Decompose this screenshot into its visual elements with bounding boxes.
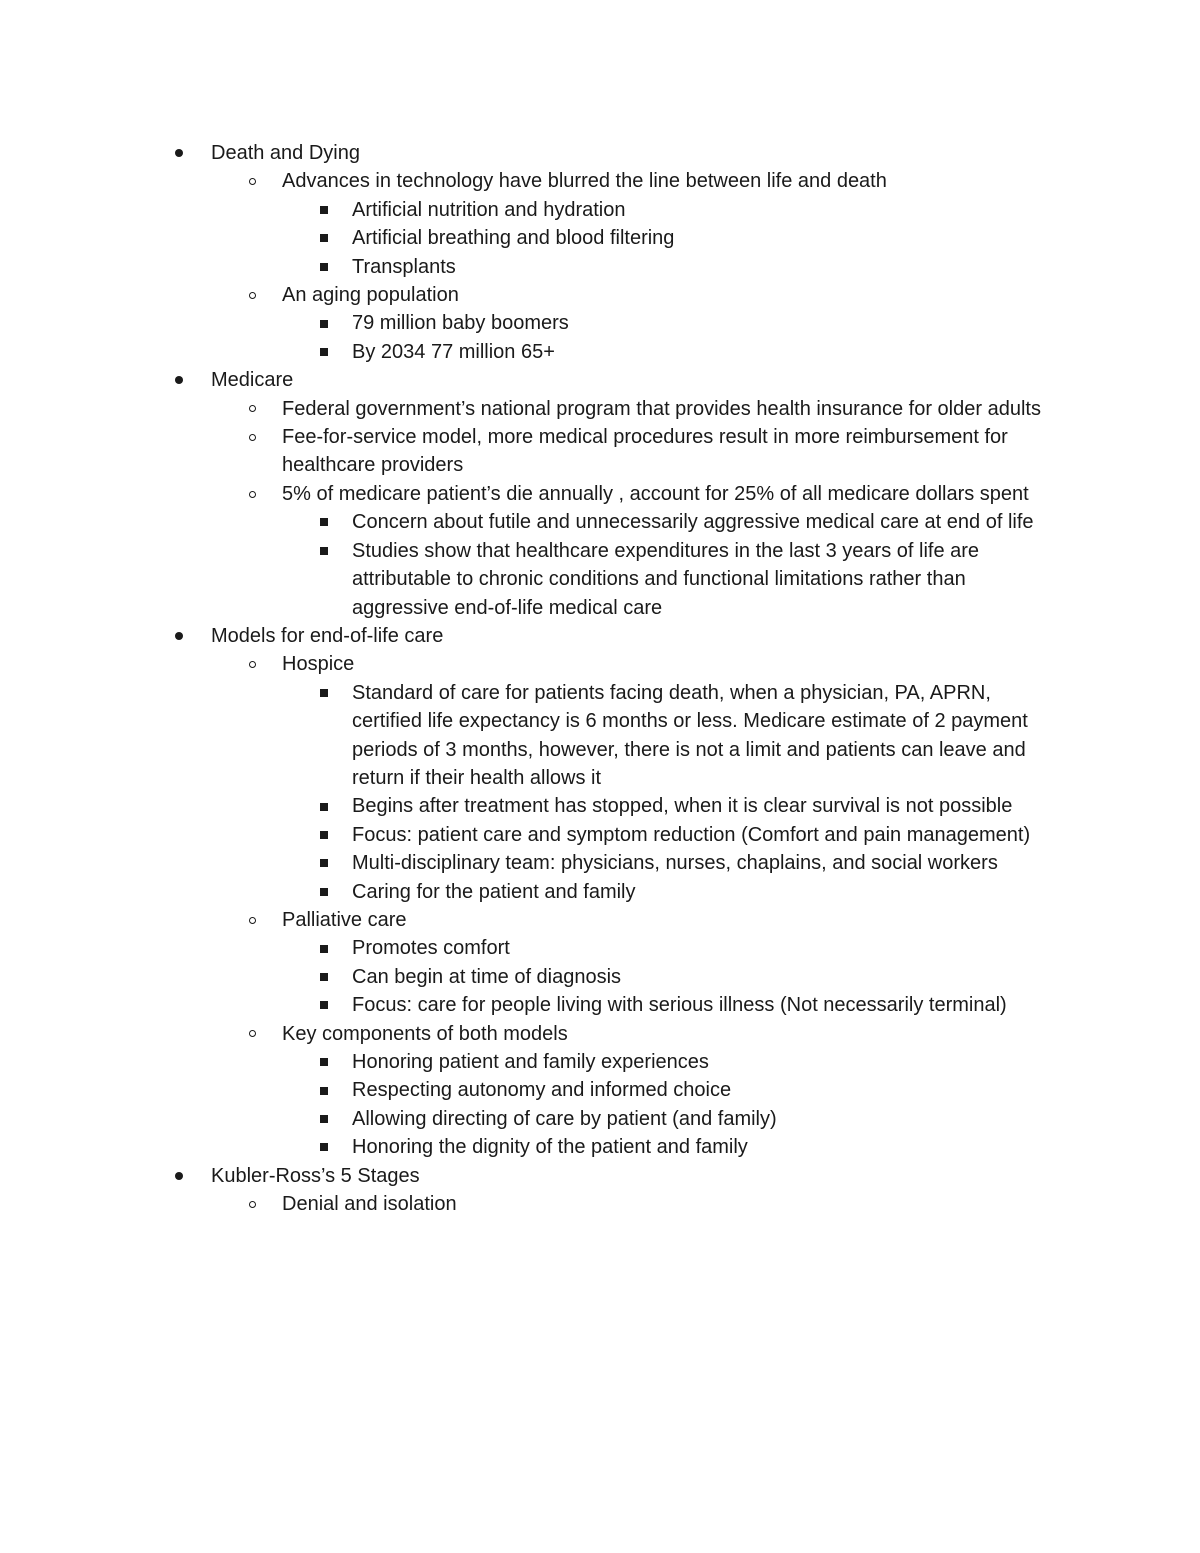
bullet-circle-icon [242, 281, 262, 309]
bullet-circle-icon [242, 1020, 262, 1048]
list-item-level-3 [352, 309, 1062, 337]
bullet-circle-icon [242, 906, 262, 934]
list-item-text: Studies show that healthcare expenditures in the last 3 years of life are attributable to chronic conditions and functional limitations rather than aggressive end-of-life medical care [352, 539, 980, 619]
list-item-text: Honoring the dignity of the patient and family [352, 1136, 748, 1159]
bullet-square-icon [314, 253, 334, 281]
list-item-level-1 [211, 1162, 1071, 1190]
list-item-text: Respecting autonomy and informed choice [352, 1079, 732, 1102]
list-item-text: Key components of both models [282, 1022, 568, 1045]
list-item-level-2 [282, 1190, 1062, 1218]
bullet-square-icon [314, 1048, 334, 1076]
list-item-level-1 [211, 622, 1071, 650]
list-item-level-3 [352, 224, 1062, 252]
list-item-text: Focus: care for people living with serious illness (Not necessarily terminal) [352, 994, 1007, 1017]
list-item-text: Can begin at time of diagnosis [352, 965, 622, 988]
bullet-square-icon [314, 309, 334, 337]
list-item-level-2 [282, 423, 1062, 480]
bullet-dot-icon [169, 622, 189, 650]
bullet-square-icon [314, 1133, 334, 1161]
list-item-text: 5% of medicare patient’s die annually , account for 25% of all medicare dollars spent [282, 482, 1029, 505]
list-item-text: Federal government’s national program that provides health insurance for older adults [282, 397, 1041, 420]
list-item-level-3 [352, 849, 1062, 877]
list-item-text: Allowing directing of care by patient (and family) [352, 1107, 777, 1130]
list-item-level-2 [282, 480, 1062, 508]
list-item-level-2 [282, 650, 1062, 678]
list-item-level-3 [352, 338, 1062, 366]
list-item-level-1 [211, 366, 1071, 394]
list-item-level-3 [352, 1105, 1062, 1133]
list-item-text: Concern about futile and unnecessarily aggressive medical care at end of life [352, 511, 1034, 534]
list-item-level-2 [282, 167, 1062, 195]
list-item-text: Standard of care for patients facing death, when a physician, PA, APRN, certified life expectancy is 6 months or less. Medicare estimate of 2 payment periods of 3 months, however, there is not a limit and patients can leave and return if their health allows it [352, 681, 1028, 789]
list-item-text: Honoring patient and family experiences [352, 1051, 709, 1073]
list-item-level-3 [352, 1133, 1062, 1161]
list-item-level-3 [352, 537, 1062, 622]
list-item-text: Begins after treatment has stopped, when it is clear survival is not possible [352, 795, 1013, 818]
bullet-square-icon [314, 1076, 334, 1104]
list-item-text: Fee-for-service model, more medical procedures result in more reimbursement for healthcare providers [282, 426, 1008, 477]
list-item-text: Palliative care [282, 908, 407, 931]
bullet-square-icon [314, 1105, 334, 1133]
list-item-text: An aging population [282, 284, 459, 307]
list-item-level-3 [352, 196, 1062, 224]
list-item-text: 79 million baby boomers [352, 312, 569, 335]
list-item-text: Kubler-Ross’s 5 Stages [211, 1164, 420, 1187]
list-item-level-3 [352, 1076, 1062, 1104]
bullet-circle-icon [242, 423, 262, 451]
bullet-dot-icon [169, 366, 189, 394]
bullet-square-icon [314, 196, 334, 224]
list-item-level-3 [352, 878, 1062, 906]
list-item-text: By 2034 77 million 65+ [352, 340, 555, 363]
bullet-dot-icon [169, 1162, 189, 1190]
bullet-circle-icon [242, 167, 262, 195]
list-item-level-2 [282, 395, 1062, 423]
bullet-circle-icon [242, 480, 262, 508]
list-item-level-3 [352, 253, 1062, 281]
bullet-square-icon [314, 537, 334, 565]
list-item-text: Artificial breathing and blood filtering [352, 227, 675, 250]
list-item-text: Multi-disciplinary team: physicians, nurses, chaplains, and social workers [352, 852, 998, 875]
list-item-text: Death and Dying [211, 142, 360, 164]
bullet-square-icon [314, 963, 334, 991]
bullet-square-icon [314, 792, 334, 820]
list-item-text: Focus: patient care and symptom reduction (Comfort and pain management) [352, 823, 1031, 846]
list-item-text: Advances in technology have blurred the line between life and death [282, 170, 887, 193]
list-item-text: Transplants [352, 255, 456, 278]
list-item-level-2 [282, 1020, 1062, 1048]
list-item-level-3 [352, 1048, 1062, 1076]
bullet-square-icon [314, 821, 334, 849]
bullet-dot-icon [169, 139, 189, 167]
list-item-level-3 [352, 821, 1062, 849]
list-item-text: Promotes comfort [352, 937, 510, 960]
list-item-level-2 [282, 906, 1062, 934]
list-item-text: Caring for the patient and family [352, 880, 636, 903]
list-item-level-3 [352, 934, 1062, 962]
list-item-text: Models for end-of-life care [211, 624, 444, 647]
bullet-square-icon [314, 338, 334, 366]
list-item-text: Hospice [282, 653, 355, 676]
bullet-square-icon [314, 508, 334, 536]
bullet-circle-icon [242, 650, 262, 678]
list-item-level-3 [352, 792, 1062, 820]
list-item-level-1 [211, 139, 1071, 167]
list-item-text: Artificial nutrition and hydration [352, 198, 626, 221]
list-item-level-3 [352, 508, 1062, 536]
list-item-text: Medicare [211, 369, 294, 392]
bullet-circle-icon [242, 395, 262, 423]
bullet-square-icon [314, 991, 334, 1019]
list-item-level-3 [352, 991, 1062, 1019]
bullet-square-icon [314, 934, 334, 962]
document-body [0, 139, 1200, 1218]
bullet-square-icon [314, 878, 334, 906]
list-item-level-2 [282, 281, 1062, 309]
bullet-square-icon [314, 679, 334, 707]
list-item-level-3 [352, 963, 1062, 991]
bullet-square-icon [314, 224, 334, 252]
list-item-text: Denial and isolation [282, 1193, 457, 1216]
bullet-square-icon [314, 849, 334, 877]
bullet-circle-icon [242, 1190, 262, 1218]
list-item-level-3 [352, 679, 1062, 793]
